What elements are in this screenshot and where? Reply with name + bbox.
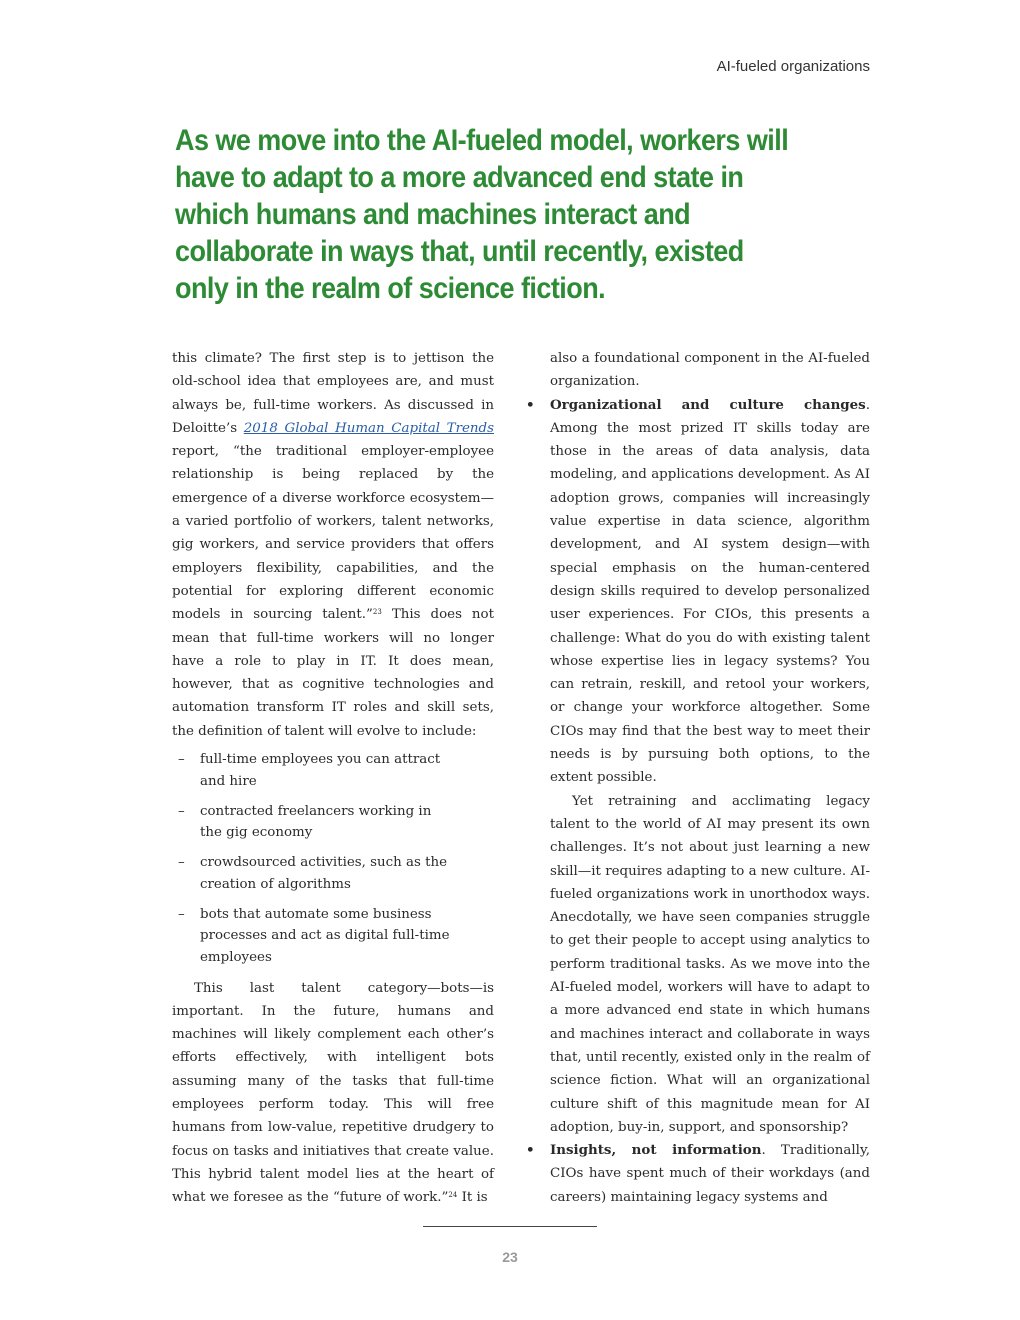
list-item: – crowdsourced activities, such as the creation of algorithms <box>178 855 448 892</box>
bullet-heading: Insights, not information <box>550 1142 762 1159</box>
running-head: AI-fueled organizations <box>716 58 870 75</box>
body-paragraph: also a foundational component in the AI-fueled organization. <box>550 351 870 390</box>
list-item: – contracted freelancers working in the gig economy <box>178 803 432 841</box>
bullet-list <box>526 394 871 1209</box>
footnote-ref: 24 <box>448 1191 458 1200</box>
right-column <box>526 347 871 1209</box>
footnote-ref: 23 <box>372 608 382 617</box>
body-paragraph: This last talent category—bots—is important. In the future, humans and machines will likely complement each other’s efforts effectively, with intelligent bots assuming many of the tasks that full-time employees perform today. This will free humans from low-value, repetitive drudgery to focus on tasks and initiatives that create value. This hybrid talent model lies at the heart of what we foresee as the “future of work.”$^{24}$ It is <box>172 980 494 1206</box>
bullet-icon: • <box>526 1142 535 1159</box>
list-item: • Organizational and culture changes. Among the most prized IT skills today are those in the areas of data analysis, data modeling, and applications development. As AI adoption grows, companies will increasingly value expertise in data science, algorithm development, and AI system design—with special emphasis on the human-centered design skills required to develop personalized user experiences. For CIOs, this presents a challenge: What do you do with existing talent whose expertise lies in legacy systems? You can retrain, reskill, and retool your workers, or change your workforce altogether. Some CIOs may find that the best way to meet their needs is by pursuing both options, to the extent possible. Yet retraining and acclimating legacy talent to the world of AI may present its own challenges. It’s not about just learning a new skill—it requires adapting to a new culture. AI-fueled organizations work in unorthodox ways. Anecdotally, we have seen companies struggle to get their people to accept using analytics to perform traditional tasks. As we move into the AI-fueled model, workers will have to adapt to a more advanced end state in which humans and machines interact and collaborate in ways that, until recently, existed only in the realm of science fiction. What will an organizational culture shift of this magnitude mean for AI adoption, buy-in, support, and sponsorship? <box>550 394 870 1140</box>
body-paragraph: this climate? The first step is to jettison the old-school idea that employees are, and must always be, full-time workers. As discussed in Deloitte’s 2018 Global Human Capital Trends report, “the traditional employer-employee relationship is being replaced by the emergence of a diverse workforce ecosystem—a varied portfolio of workers, talent networks, gig workers, and service providers that offers employers flexibility, capabilities, and the potential for exploring different economic models in sourcing talent.”$^{23}$ This does not mean that full-time workers will no longer have a role to play in IT. It does mean, however, that as cognitive technologies and automation transform IT roles and skill sets, the definition of talent will evolve to include: <box>172 351 495 739</box>
talent-list <box>172 749 452 968</box>
bullet-icon: • <box>526 396 535 413</box>
body-paragraph: Yet retraining and acclimating legacy talent to the world of AI may present its own challenges. It’s not about just learning a new skill—it requires adapting to a new culture. AI-fueled organizations work in unorthodox ways. Anecdotally, we have seen companies struggle to get their people to accept using analytics to perform traditional tasks. As we move into the AI-fueled model, workers will have to adapt to a more advanced end state in which humans and machines interact and collaborate in ways that, until recently, existed only in the realm of science fiction. What will an organizational culture shift of this magnitude mean for AI adoption, buy-in, support, and sponsorship? <box>550 793 870 1135</box>
pull-quote: As we move into the AI-fueled model, workers will have to adapt to a more advanced end state in which humans and machines interact and collaborate in ways that, until recently, existed only in the realm of science fiction. <box>175 124 789 305</box>
list-item: – bots that automate some business processes and act as digital full-time employees <box>178 906 450 965</box>
page-number: 23 <box>502 1249 518 1265</box>
list-item: – full-time employees you can attract and hire <box>178 752 441 789</box>
left-column <box>172 347 494 1210</box>
report-link[interactable]: 2018 Global Human Capital Trends <box>243 420 494 436</box>
footer-divider <box>423 1226 597 1227</box>
list-item: • Insights, not information. Traditionally, CIOs have spent much of their workdays (and careers) maintaining legacy systems and <box>550 1139 870 1209</box>
bullet-heading: Organizational and culture changes <box>550 396 866 413</box>
